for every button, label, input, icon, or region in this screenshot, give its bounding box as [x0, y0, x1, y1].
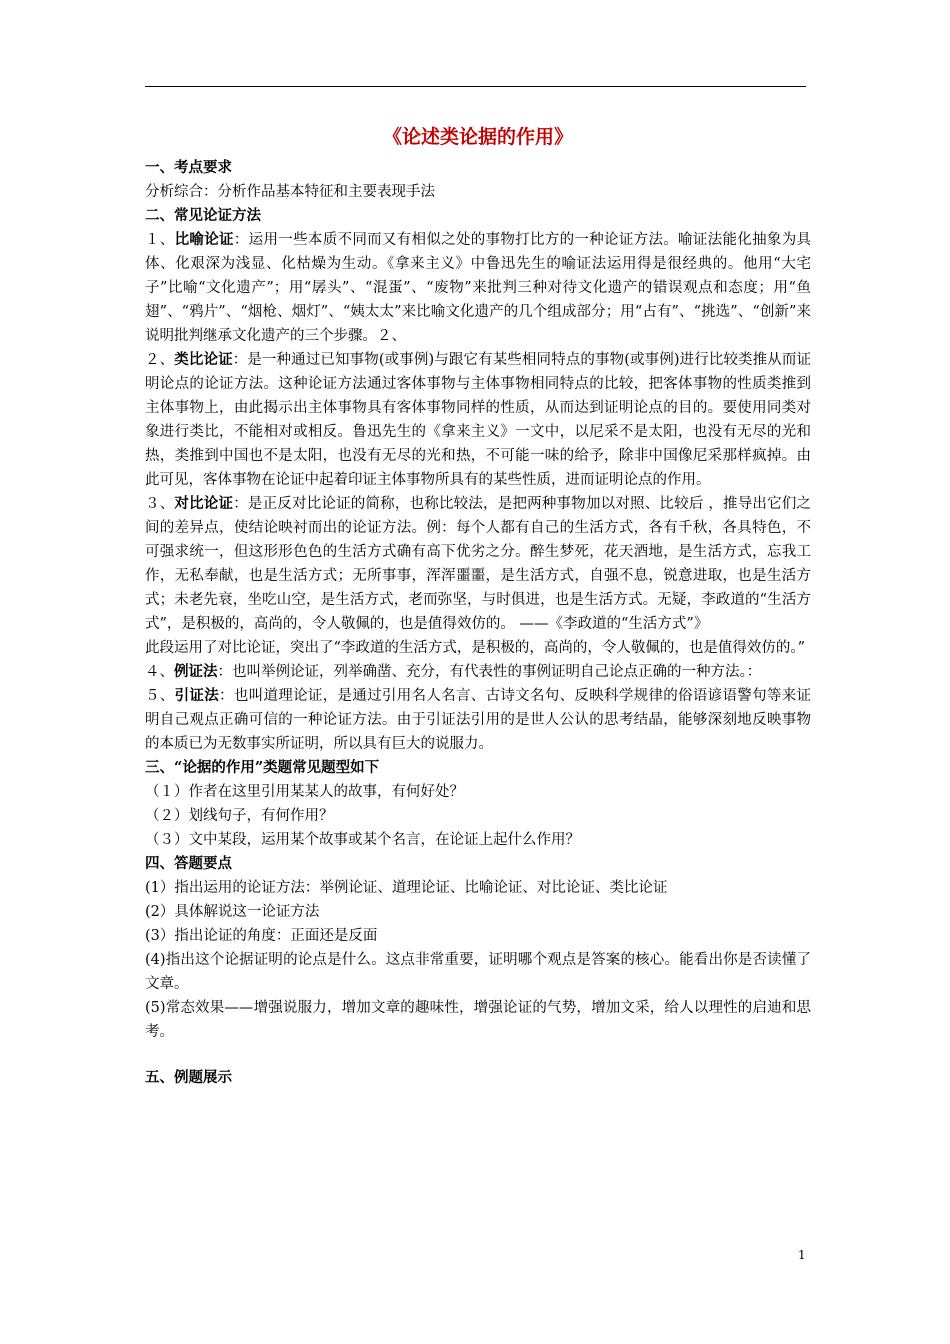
method-term: 引证法	[174, 687, 220, 704]
top-rule	[145, 86, 806, 87]
section-heading-3: 三、“论据的作用”类题常见题型如下	[145, 759, 380, 776]
method-description: ：是一种通过已知事物(或事例)与跟它有某些相同特点的事物(或事例)进行比较类推从而证明论点的论证方法。这种论证方法通过客体事物与主体事物相同特点的比较，把客体事物的性质类推到主体事物上，由此揭示出主体事物具有客体事物同样的性质，从而达到证明论点的目的。要使用同类对象进行类比，不能相对或相反。鲁迅先生的《拿来主义》一文中，以尼采不是太阳，也没有无尽的光和热，类推到中国也不是太阳，也没有无尽的光和热，不可能一味的给予，除非中国像尼采那样疯掉。由此可见，客体事物在论证中起着印证主体事物所具有的某些性质，进而证明论点的作用。	[145, 352, 812, 488]
method-description: ：运用一些本质不同而又有相似之处的事物打比方的一种论证方法。喻证法能化抽象为具体、化艰深为浅显、化枯燥为生动。《拿来主义》中鲁迅先生的喻证法运用得是很经典的。他用“大宅子”比喻“文化遗产”；用“孱头”、“混蛋”、“废物”来批判三种对待文化遗产的错误观点和态度；用“鱼翅”、“鸦片”、“烟枪、烟灯”、“姨太太”来比喻文化遗产的几个组成部分；用“占有”、“挑选”、“创新”来说明批判继承文化遗产的三个步骤。２、	[145, 232, 812, 344]
method-contrast-paragraph	[145, 492, 811, 636]
method-term: 比喻论证	[174, 231, 234, 248]
method-example-paragraph	[145, 660, 811, 684]
section-1-text: 分析综合：分析作品基本特征和主要表现手法	[145, 184, 435, 200]
contrast-note: 此段运用了对比论证，突出了“李政道的生活方式，是积极的，高尚的，令人敬佩的，也是值得效仿的。”	[145, 640, 806, 656]
method-description: ：也叫道理论证，是通过引用名人名言、古诗文名句、反映科学规律的俗语谚语警句等来证明自己观点正确可信的一种论证方法。由于引证法引用的是世人公认的思考结晶，能够深刻地反映事物的本质已为无数事实所证明，所以具有巨大的说服力。	[145, 688, 812, 752]
document-title: 《论述类论据的作用》	[382, 126, 573, 148]
answer-point: (4)指出这个论据证明的论点是什么。这点非常重要，证明哪个观点是答案的核心。能看出你是否读懂了文章。	[145, 952, 811, 992]
method-analogy-paragraph	[145, 348, 811, 492]
method-number: ５、	[145, 688, 175, 704]
question-item: （３）文中某段，运用某个故事或某个名言，在论证上起什么作用？	[145, 832, 580, 848]
spacer	[145, 1044, 811, 1066]
method-description: ：也叫举例论证，列举确凿、充分，有代表性的事例证明自己论点正确的一种方法。：	[217, 664, 762, 680]
method-number: ４、	[145, 664, 174, 680]
question-item: （２）划线句子，有何作用？	[145, 808, 334, 824]
method-term: 类比论证	[174, 351, 233, 368]
answer-point: (2）具体解说这一论证方法	[145, 904, 320, 920]
method-metaphor-paragraph	[145, 228, 811, 348]
method-number: １、	[145, 232, 175, 248]
answer-point: (3）指出论证的角度：正面还是反面	[145, 928, 378, 944]
page-number: 1	[798, 1248, 806, 1262]
method-number: ３、	[145, 496, 175, 512]
question-item: （１）作者在这里引用某某人的故事，有何好处？	[145, 784, 464, 800]
section-heading-4: 四、答题要点	[145, 855, 232, 872]
method-number: ２、	[145, 352, 175, 368]
section-heading-1: 一、考点要求	[145, 159, 232, 176]
section-heading-5: 五、例题展示	[145, 1069, 232, 1086]
method-description: ：是正反对比论证的简称，也称比较法，是把两种事物加以对照、比较后 ，推导出它们之间的差异点，使结论映衬而出的论证方法。例：每个人都有自己的生活方式，各有千秋，各具特色，不可强求统一，但这形形色色的生活方式确有高下优劣之分。醉生梦死，花天酒地，是生活方式，忘我工作，无私奉献，也是生活方式；无所事事，浑浑噩噩，是生活方式，自强不息，锐意进取，也是生活方式；未老先衰，坐吃山空，是生活方式，老而弥坚，与时俱进，也是生活方式。无疑，李政道的“生活方式”，是积极的，高尚的，令人敬佩的，也是值得效仿的。 ——《李政道的“生活方式”》	[145, 496, 812, 632]
method-citation-paragraph	[145, 684, 811, 756]
method-term: 对比论证	[174, 495, 234, 512]
document-page	[145, 122, 811, 1090]
method-term: 例证法	[174, 663, 218, 680]
answer-point: (1）指出运用的论证方法：举例论证、道理论证、比喻论证、对比论证、类比论证	[145, 880, 668, 896]
section-heading-2: 二、常见论证方法	[145, 207, 261, 224]
answer-point: (5)常态效果——增强说服力，增加文章的趣味性，增强论证的气势，增加文采，给人以理性的启迪和思考。	[145, 1000, 811, 1040]
